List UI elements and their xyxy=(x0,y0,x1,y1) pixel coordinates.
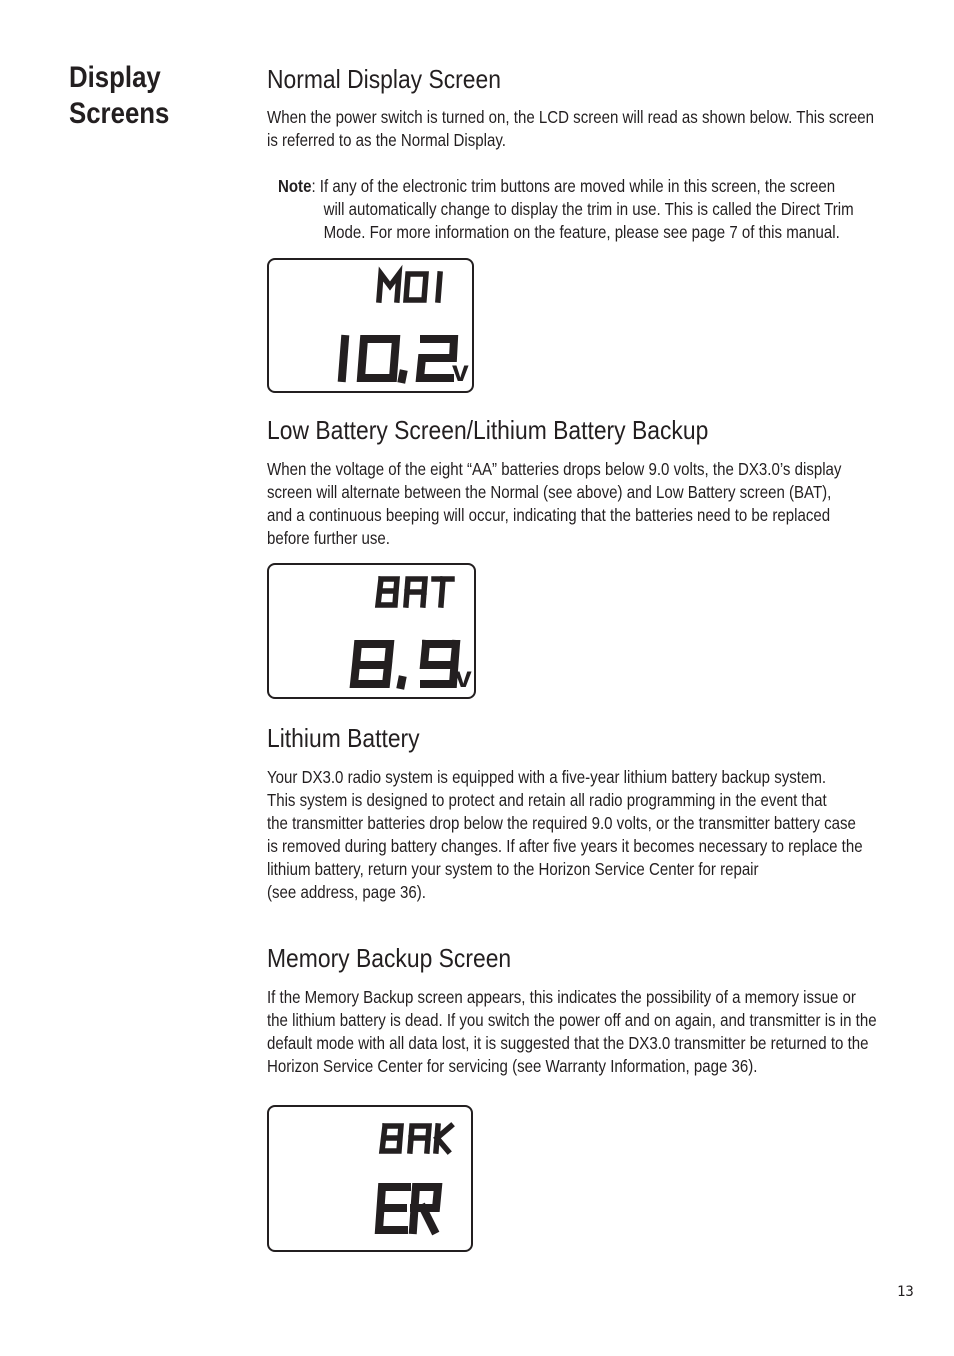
lcd-char-a xyxy=(410,1126,429,1151)
paragraph-line: is removed during battery changes. If after five years it becomes necessary to replace the xyxy=(267,836,863,856)
lcd-char-k xyxy=(436,1126,451,1151)
lcd-unit-volts: v xyxy=(452,355,469,388)
page-title-line-2: Screens xyxy=(69,97,170,130)
paragraph-line: If the Memory Backup screen appears, this indicates the possibility of a memory issue or xyxy=(267,987,856,1007)
paragraph-line: the lithium battery is dead. If you switch the power off and on again, and transmitter is in the xyxy=(267,1010,877,1030)
paragraph-line: This system is designed to protect and retain all radio programming in the event that xyxy=(267,790,827,810)
lithium-battery-paragraph xyxy=(267,766,869,904)
note-label: Note xyxy=(278,176,312,196)
paragraph-line: default mode with all data lost, it is suggested that the DX3.0 transmitter be returned to the xyxy=(267,1033,869,1053)
paragraph-line: lithium battery, return your system to the Horizon Service Center for repair xyxy=(267,859,759,879)
lcd-char-e xyxy=(379,1187,407,1230)
lcd-memory-backup xyxy=(267,1105,473,1252)
paragraph-line: When the voltage of the eight “AA” batteries drops below 9.0 volts, the DX3.0’s display xyxy=(267,459,842,479)
note-text: : If any of the electronic trim buttons are moved while in this screen, the screen xyxy=(311,176,836,196)
paragraph-line: When the power switch is turned on, the LCD screen will read as shown below. This screen xyxy=(267,107,875,127)
lcd-char-r xyxy=(413,1187,438,1230)
paragraph-line: Your DX3.0 radio system is equipped with a five-year lithium battery backup system. xyxy=(267,767,827,787)
lcd-low-battery-unit xyxy=(269,565,476,699)
memory-backup-heading: Memory Backup Screen xyxy=(267,943,512,973)
low-battery-heading: Low Battery Screen/Lithium Battery Backup xyxy=(267,415,709,445)
low-battery-paragraph xyxy=(267,458,869,550)
memory-backup-paragraph xyxy=(267,986,877,1078)
note-line xyxy=(278,175,880,198)
lithium-battery-heading: Lithium Battery xyxy=(267,723,420,753)
lcd-low-battery xyxy=(267,563,476,699)
paragraph-line: and a continuous beeping will occur, indicating that the batteries need to be replaced xyxy=(267,505,831,525)
page-title-line-1: Display xyxy=(69,61,161,94)
paragraph-line: Horizon Service Center for servicing (see Warranty Information, page 36). xyxy=(267,1056,758,1076)
paragraph-line: the transmitter batteries drop below the required 9.0 volts, or the transmitter battery case xyxy=(267,813,856,833)
lcd-char-b xyxy=(382,1126,401,1151)
lcd-normal-unit xyxy=(269,260,474,393)
normal-display-paragraph xyxy=(267,106,875,152)
lcd-normal-display xyxy=(267,258,474,393)
lcd-memory-backup-segments xyxy=(269,1107,473,1252)
note-line: will automatically change to display the trim in use. This is called the Direct Trim xyxy=(323,199,854,219)
page-number: 13 xyxy=(897,1284,914,1300)
paragraph-line: (see address, page 36). xyxy=(267,882,426,902)
page-title xyxy=(69,60,224,132)
normal-display-heading: Normal Display Screen xyxy=(267,64,501,94)
note-line: Mode. For more information on the feature, please see page 7 of this manual. xyxy=(323,222,840,242)
lcd-unit-volts: v xyxy=(455,661,472,694)
paragraph-line: is referred to as the Normal Display. xyxy=(267,130,506,150)
paragraph-line: before further use. xyxy=(267,528,390,548)
paragraph-line: screen will alternate between the Normal (see above) and Low Battery screen (BAT), xyxy=(267,482,832,502)
note-block xyxy=(278,175,880,244)
